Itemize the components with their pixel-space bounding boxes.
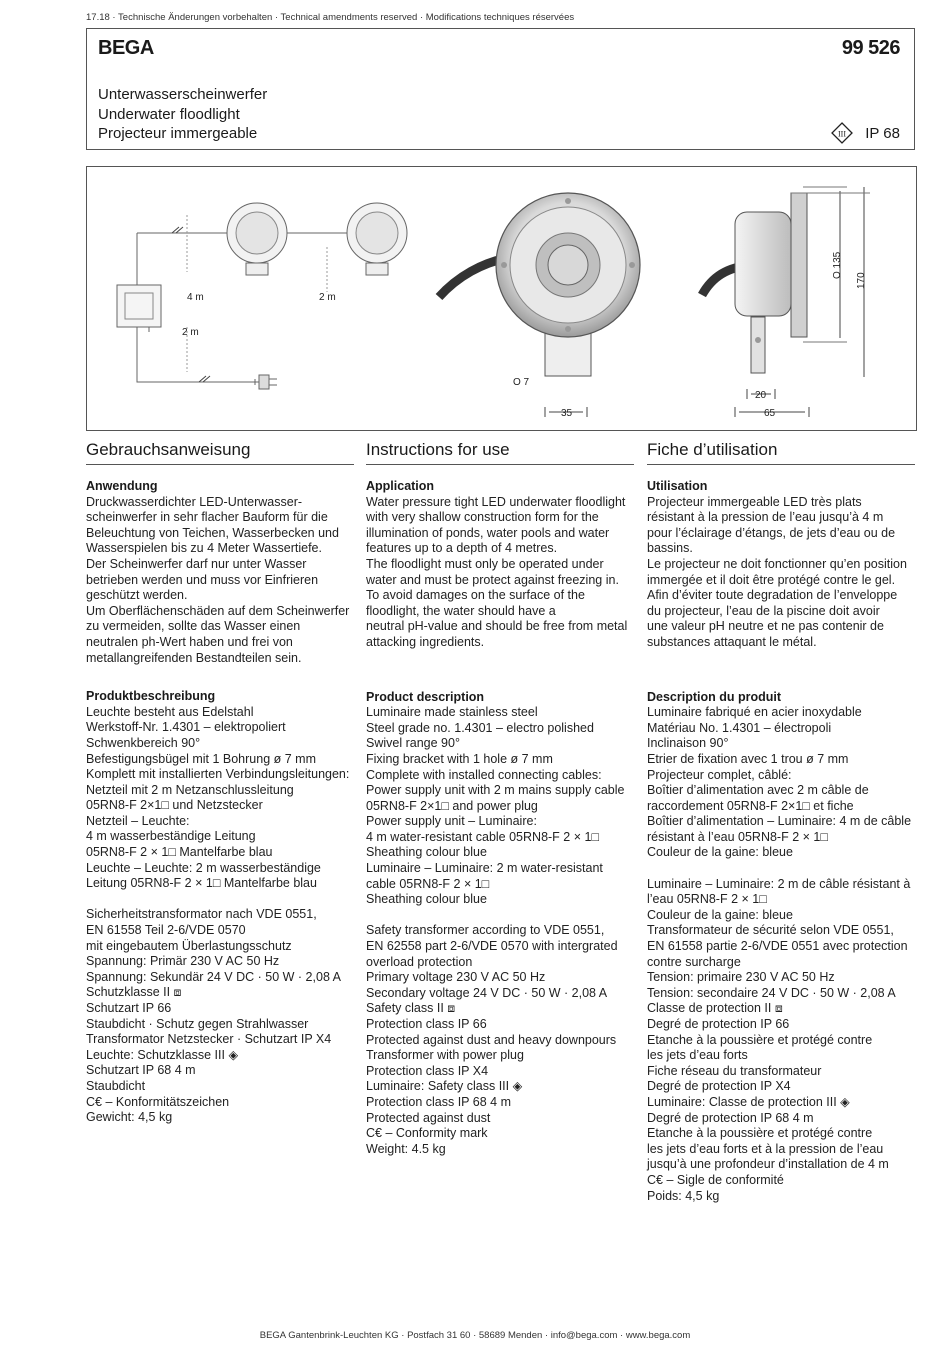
technical-drawing — [86, 166, 917, 431]
column-title: Fiche d’utilisation — [647, 440, 915, 465]
product-header — [86, 28, 915, 150]
footer-address: BEGA Gantenbrink-Leuchten KG · Postfach 31 60 · 58689 Menden · info@bega.com · www.bega.com — [259, 1330, 691, 1341]
side-view-luminaire — [702, 193, 807, 373]
section-application-text: Druckwasserdichter LED-Unterwasser- scheinwerfer in sehr flacher Bauform für die Beleuchtung von Teichen, Wasserbecken und Wasserspielen bis zu 4 Meter Wassertiefe. Der Scheinwerfer darf nur unter Wasser betrieben werden und muss vor Einfrieren geschützt werden. Um Oberflächenschäden auf dem Scheinwerfer zu vermeiden, sollte das Wasser einen neutralen ph-Wert haben und frei von metallangreifenden Bestandteilen sein. — [86, 494, 350, 665]
column-title: Gebrauchsanweisung — [86, 440, 354, 465]
article-number: 99 526 — [841, 37, 900, 59]
top-note: 17.18 · Technische Änderungen vorbehalten · Technical amendments reserved · Modifications techniques réservées — [86, 12, 575, 23]
dim-35-label: 35 — [561, 408, 573, 419]
safety-class-iii-icon — [831, 122, 853, 144]
section-product-text: Luminaire fabriqué en acier inoxydable Matériau No. 1.4301 – électropoli Inclinaison 90° Etrier de fixation avec 1 trou ø 7 mm Projecteur complet, câblé: Boîtier d’alimentation avec 2 m câble de raccordement 05RN8-F 2×1□ et fiche Boîtier d’alimentation – Luminaire: 4 m de câble résistant à l’eau 05RN8-F 2 × 1□ Couleur de la gaine: bleue Luminaire – Luminaire: 2 m de câble résistant à l’eau 05RN8-F 2 × 1□ Couleur de la gaine: bleue Transformateur de sécurité selon VDE 0551, EN 61558 partie 2-6/VDE 0551 avec protection contre surcharge Tension: primaire 230 V AC 50 Hz Tension: secondaire 24 V DC · 50 W · 2,08 A Classe de protection II ⧈ Degré de protection IP 66 Etanche à la poussière et protégé contre les jets d’eau forts Fiche réseau du transformateur Degré de protection IP X4 Luminaire: Classe de protection III ◈ Degré de protection IP 68 4 m Etanche à la poussière et protégé contre les jets d’eau forts et à la pression de l’eau jusqu’à une profondeur d’installation de 4 m C€ – Sigle de conformité Poids: 4,5 kg — [647, 705, 912, 1203]
brand-name: BEGA — [98, 37, 154, 59]
section-application-title: Anwendung — [86, 479, 158, 493]
dim-135-label: O 135 — [832, 251, 843, 279]
section-product-title: Product description — [366, 689, 485, 704]
section-application-title: Application — [366, 479, 435, 493]
column-title: Instructions for use — [366, 440, 634, 465]
dim-20-label: 20 — [755, 390, 767, 401]
cable-4m-label: 4 m — [187, 292, 204, 303]
column-french — [647, 440, 915, 1204]
section-product-text: Leuchte besteht aus Edelstahl Werkstoff-Nr. 1.4301 – elektropoliert Schwenkbereich 90° Befestigungsbügel mit 1 Bohrung ø 7 mm Komplett mit installierten Verbindungsleitungen: Netzteil mit 2 m Netzanschlussleitung 05RN8-F 2×1□ und Netzstecker Netzteil – Leuchte: 4 m wasserbeständige Leitung 05RN8-F 2 × 1□ Mantelfarbe blau Leuchte – Leuchte: 2 m wasserbeständige Leitung 05RN8-F 2 × 1□ Mantelfarbe blau Sicherheitstransformator nach VDE 0551, EN 61558 Teil 2-6/VDE 0570 mit eingebautem Überlastungsschutz Spannung: Primär 230 V AC 50 Hz Spannung: Sekundär 24 V DC · 50 W · 2,08 A Schutzklasse II ⧈ Schutzart IP 66 Staubdicht · Schutz gegen Strahlwasser Transformator Netzstecker · Schutzart IP X4 Leuchte: Schutzklasse III ◈ Schutzart IP 68 4 m Staubdicht C€ – Konformitätszeichen Gewicht: 4,5 kg — [86, 704, 350, 1125]
section-application-text: Water pressure tight LED underwater floodlight with very shallow construction form for the illumination of ponds, water pools and water features up to a depth of 4 metres. The floodlight must only be operated under water and must be protect against freezing in. To avoid damages on the surface of the floodlight, the water should have a neutral pH-value and should be free from metal attacking ingredients. — [366, 494, 628, 649]
cable-2m-label-b: 2 m — [182, 327, 199, 338]
dim-170-label: 170 — [856, 272, 867, 289]
section-product-title: Produktbeschreibung — [86, 689, 216, 704]
product-name-fr: Projecteur immergeable — [98, 125, 258, 142]
ip-rating-badge — [831, 122, 900, 144]
section-product-title: Description du produit — [647, 689, 782, 704]
product-name-en: Underwater floodlight — [98, 105, 240, 123]
hole-diameter-label: O 7 — [513, 377, 530, 388]
ip-rating-text: IP 68 — [865, 124, 900, 142]
cable-2m-label-a: 2 m — [319, 292, 336, 303]
front-view-luminaire — [439, 193, 640, 376]
section-application-text: Projecteur immergeable LED très plats résistant à la pression de l’eau jusqu’à 4 m pour l’éclairage d’étangs, de jets d’eau ou de bassins. Le projecteur ne doit fonctionner qu’en position immergée et il doit être protégé contre le gel. Afin d’éviter toute degradation de l’enveloppe du projecteur, l’eau de la piscine doit avoir une valeur pH neutre et ne pas contenir de substances attaquant le métal. — [647, 494, 907, 649]
drawing-svg — [87, 167, 918, 432]
wiring-diagram — [117, 203, 407, 389]
svg-text:III: III — [838, 129, 847, 139]
column-german — [86, 440, 354, 1126]
section-application-title: Utilisation — [647, 479, 708, 493]
dim-65-label: 65 — [764, 408, 776, 419]
product-names — [98, 85, 267, 144]
product-name-de: Unterwasserscheinwerfer — [98, 86, 268, 103]
column-english — [366, 440, 634, 1157]
section-product-text: Luminaire made stainless steel Steel grade no. 1.4301 – electro polished Swivel range 90° Fixing bracket with 1 hole ø 7 mm Complete with installed connecting cables: Power supply unit with 2 m mains supply cable 05RN8-F 2×1□ and power plug Power supply unit – Luminaire: 4 m water-resistant cable 05RN8-F 2 × 1□ Sheathing colour blue Luminaire – Luminaire: 2 m water-resistant cable 05RN8-F 2 × 1□ Sheathing colour blue Safety transformer according to VDE 0551, EN 62558 part 2-6/VDE 0570 with intergrated overload protection Primary voltage 230 V AC 50 Hz Secondary voltage 24 V DC · 50 W · 2,08 A Safety class II ⧈ Protection class IP 66 Protected against dust and heavy downpours Transformer with power plug Protection class IP X4 Luminaire: Safety class III ◈ Protection class IP 68 4 m Protected against dust C€ – Conformity mark Weight: 4.5 kg — [366, 705, 625, 1156]
